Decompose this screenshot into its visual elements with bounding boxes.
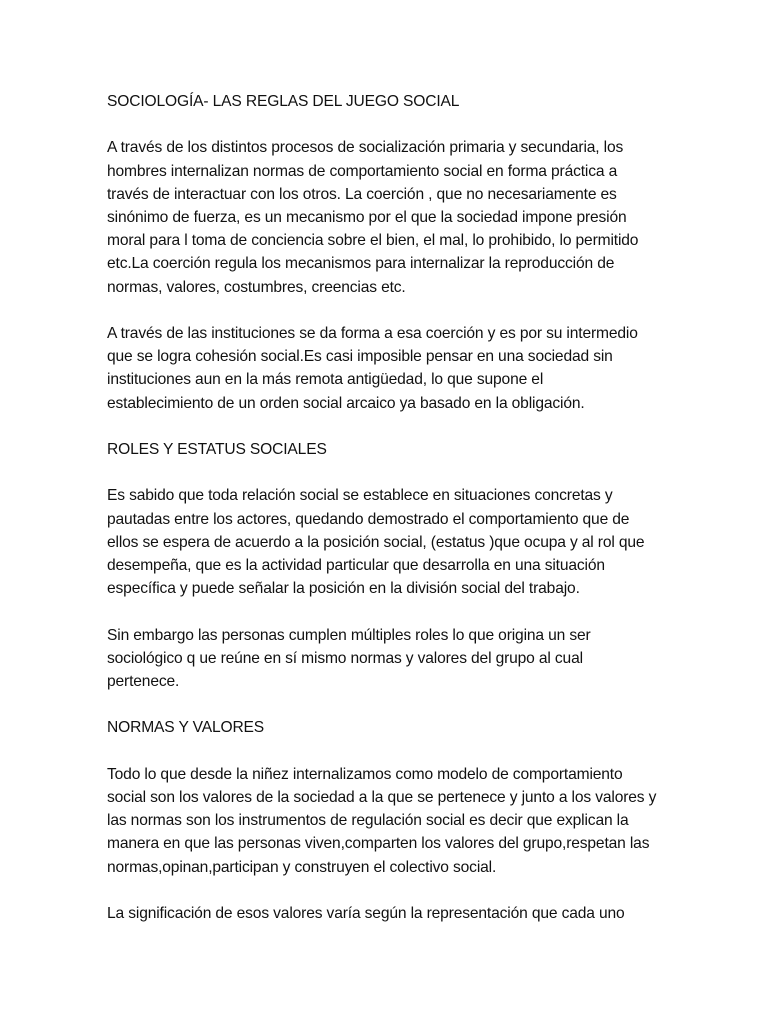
paragraph-relacion-social: Es sabido que toda relación social se establece en situaciones concretas y pautadas entre los actores, quedando demostrado el comportamiento que de ellos se espera de acuerdo a la posición social, (estatus )que ocupa y al rol que desempeña, que es la actividad particular que desarrolla en una situación específica y puede señalar la posición en la división social del trabajo. xyxy=(107,487,645,598)
document-body xyxy=(107,90,667,948)
paragraph-instituciones: A través de las instituciones se da forma a esa coerción y es por su intermedio que se logra cohesión social.Es casi imposible pensar en una sociedad sin instituciones aun en la más remota antigüedad, lo que supone el establecimiento de un orden social arcaico ya basado en la obligación. xyxy=(107,325,638,412)
document-title: SOCIOLOGÍA- LAS REGLAS DEL JUEGO SOCIAL xyxy=(107,93,460,110)
heading-normas-valores: NORMAS Y VALORES xyxy=(107,719,265,737)
paragraph-socializacion: A través de los distintos procesos de socialización primaria y secundaria, los hombres internalizan normas de comportamiento social en forma práctica a través de interactuar con los otros. La coerción , que no necesariamente es sinónimo de fuerza, es un mecanismo por el que la sociedad impone presión moral para l toma de conciencia sobre el bien, el mal, lo prohibido, lo permitido etc.La coerción regula los mecanismos para internalizar la reproducción de normas, valores, costumbres, creencias etc. xyxy=(107,139,639,296)
heading-roles-estatus: ROLES Y ESTATUS SOCIALES xyxy=(107,441,327,458)
paragraph-multiples-roles: Sin embargo las personas cumplen múltiples roles lo que origina un ser sociológico q ue reúne en sí mismo normas y valores del grupo al cual pertenece. xyxy=(107,626,591,690)
paragraph-ninez: Todo lo que desde la niñez internalizamos como modelo de comportamiento social son los valores de la sociedad a la que se pertenece y junto a los valores y las normas son los instrumentos de regulación social es decir que explican la manera en que las personas viven,comparten los valores del grupo,respetan las normas,opinan,participan y construyen el colectivo social. xyxy=(107,765,657,876)
paragraph-significacion: La significación de esos valores varía según la representación que cada uno xyxy=(107,904,625,922)
